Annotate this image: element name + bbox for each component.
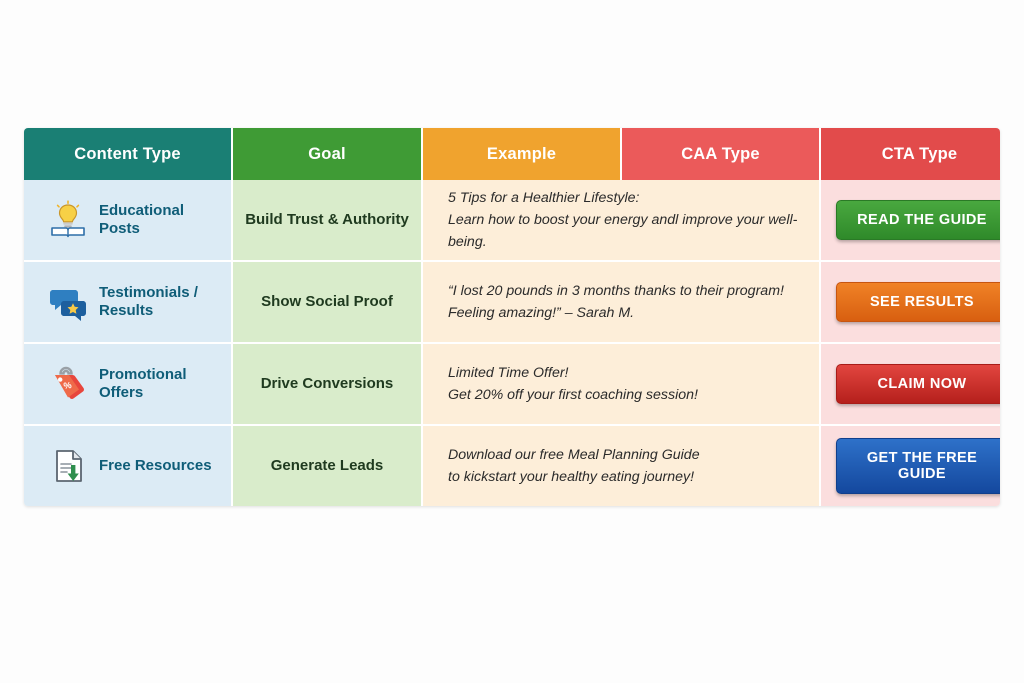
cell-example — [422, 180, 820, 261]
header-content-type: Content Type — [24, 128, 232, 180]
cell-goal — [232, 180, 422, 261]
goal-text: Show Social Proof — [261, 292, 393, 310]
type-label — [99, 202, 184, 239]
cta-cell — [822, 200, 1000, 240]
example-text — [424, 280, 818, 324]
table-row — [24, 261, 1000, 343]
type-label — [99, 366, 187, 403]
cell-example — [422, 261, 820, 343]
type-label — [99, 284, 198, 321]
cell-content-type — [24, 343, 232, 425]
type-cell — [25, 281, 230, 323]
example-line-2: to kickstart your healthy eating journey! — [448, 469, 695, 485]
goal-text: Drive Conversions — [260, 374, 394, 392]
cell-content-type — [24, 425, 232, 506]
goal-text: Generate Leads — [270, 456, 384, 474]
cta-button-see-results[interactable]: SEE RESULTS — [836, 282, 1000, 322]
cta-cell — [822, 364, 1000, 404]
cell-cta — [820, 343, 1000, 425]
svg-text:%: % — [62, 379, 73, 391]
type-line-2: Posts — [99, 220, 140, 237]
type-cell — [25, 363, 230, 405]
type-line-1: Promotional — [99, 365, 187, 383]
header-caa-type: CAA Type — [621, 128, 820, 180]
cta-button-claim-now[interactable]: CLAIM NOW — [836, 364, 1000, 404]
cell-cta — [820, 425, 1000, 506]
discount-tag-icon — [47, 363, 89, 405]
header-row — [24, 128, 1000, 180]
cta-cell — [822, 438, 1000, 494]
lightbulb-book-icon — [47, 199, 89, 241]
cell-cta — [820, 261, 1000, 343]
example-line-1: Download our free Meal Planning Guide — [448, 447, 700, 463]
type-cell — [25, 445, 230, 487]
document-download-icon — [47, 445, 89, 487]
goal-text: Build Trust & Authority — [245, 210, 409, 228]
table-row — [24, 343, 1000, 425]
table-row — [24, 180, 1000, 261]
example-line-2: Feeling amazing!” – Sarah M. — [448, 305, 635, 321]
matrix-table — [24, 128, 1000, 506]
type-line-1: Testimonials / — [99, 283, 198, 301]
content-strategy-table — [24, 128, 1000, 506]
cell-example — [422, 343, 820, 425]
cell-goal — [232, 261, 422, 343]
cell-goal — [232, 343, 422, 425]
type-label — [99, 457, 212, 475]
cell-example — [422, 425, 820, 506]
cell-cta — [820, 180, 1000, 261]
cell-goal — [232, 425, 422, 506]
speech-bubble-star-icon — [47, 281, 89, 323]
header-goal: Goal — [232, 128, 422, 180]
example-text — [424, 362, 818, 406]
example-line-1: “I lost 20 pounds in 3 months thanks to their program! — [448, 283, 784, 299]
type-line-2: Offers — [99, 384, 144, 401]
cta-button-get-the-free-guide[interactable]: GET THE FREE GUIDE — [836, 438, 1000, 494]
example-text — [424, 444, 818, 488]
table-row — [24, 425, 1000, 506]
example-line-2: Learn how to boost your energy andl improve your well-being. — [448, 212, 798, 250]
example-line-1: Limited Time Offer! — [448, 365, 569, 381]
cta-cell — [822, 282, 1000, 322]
type-line-1: Free Resources — [99, 456, 212, 474]
example-text — [424, 187, 818, 253]
header-cta-type: CTA Type — [820, 128, 1000, 180]
table-header — [24, 128, 1000, 180]
header-example: Example — [422, 128, 621, 180]
type-cell — [25, 199, 230, 241]
cell-content-type — [24, 261, 232, 343]
type-line-1: Educational — [99, 201, 185, 219]
example-line-2: Get 20% off your first coaching session! — [448, 387, 698, 403]
table-body — [24, 180, 1000, 506]
type-line-2: Results — [99, 302, 154, 319]
example-line-1: 5 Tips for a Healthier Lifestyle: — [448, 190, 640, 206]
cta-button-read-the-guide[interactable]: READ THE GUIDE — [836, 200, 1000, 240]
cell-content-type — [24, 180, 232, 261]
